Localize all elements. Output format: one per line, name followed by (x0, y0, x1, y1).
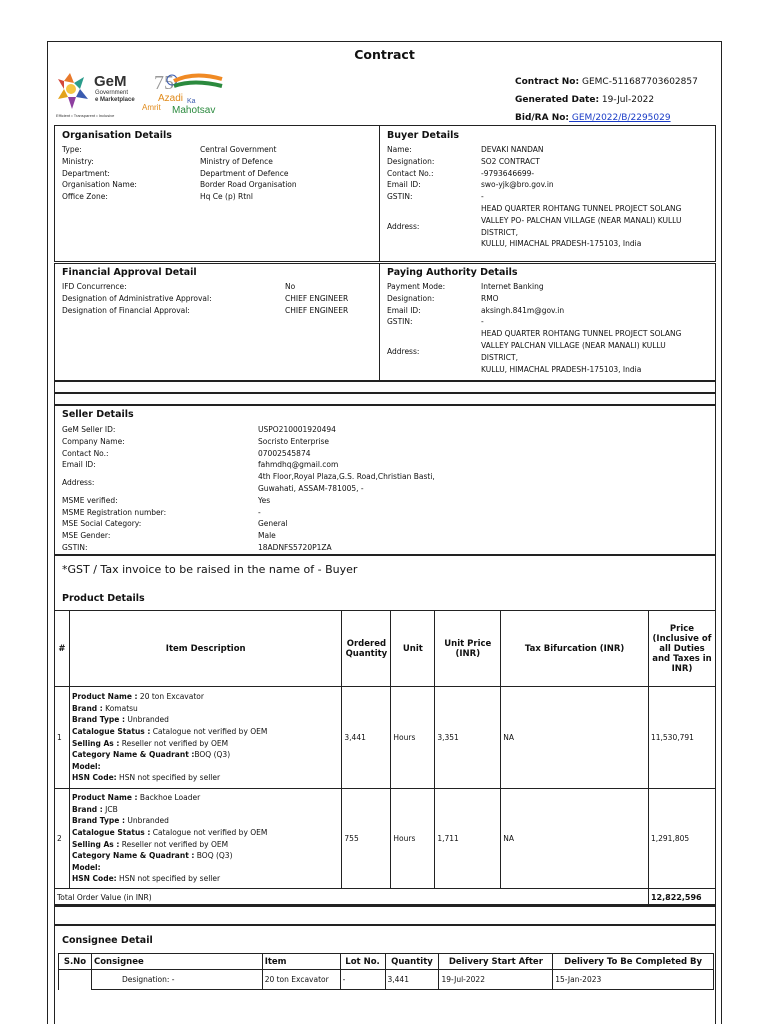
organisation-title: Organisation Details (62, 130, 172, 141)
svg-text:GeM: GeM (94, 73, 127, 90)
organisation-details: Type: Central Government Ministry: Ministry of Defence Department: Department of Defence Organisation Name: Border Road Organisation Office Zone: Hq Ce (p) Rtnl (62, 145, 297, 202)
seller-title: Seller Details (62, 409, 134, 420)
contract-no-value: GEMC-511687703602857 (581, 77, 698, 87)
total-label: Total Order Value (in INR) (55, 889, 649, 907)
consignee-table: S.No Consignee Item Lot No. Quantity Delivery Start After Delivery To Be Completed By Designation: - 20 ton Excavator - 3,441 19-Jul-2022 15-Jan-2023 (58, 953, 714, 990)
item-description: Product Name : Backhoe Loader Brand : JCB Brand Type : Unbranded Catalogue Status : Catalogue not verified by OEM Selling As : Reseller not verified by OEM Category Name & Quadrant : BOQ (Q3) Model: HSN Code: HSN not specified by seller (69, 789, 341, 889)
bid-no-link[interactable]: GEM/2022/B/2295029 (569, 113, 671, 123)
gst-note: *GST / Tax invoice to be raised in the name of - Buyer (62, 563, 358, 576)
item-description: Product Name : 20 ton Excavator Brand : Komatsu Brand Type : Unbranded Catalogue Status : Catalogue not verified by OEM Selling As : Reseller not verified by OEM Category Name & Quadrant :BOQ (Q3) Model: HSN Code: HSN not specified by seller (69, 687, 341, 789)
col-total: Price (Inclusive of all Duties and Taxes in INR) (648, 611, 715, 687)
col-qty: Ordered Quantity (342, 611, 391, 687)
col-desc: Item Description (69, 611, 341, 687)
financial-details: IFD Concurrence: No Designation of Administrative Approval: CHIEF ENGINEER Designation of Financial Approval: CHIEF ENGINEER (62, 282, 349, 315)
total-value: 12,822,596 (648, 889, 715, 907)
svg-text:Amrit: Amrit (142, 103, 161, 112)
buyer-title: Buyer Details (387, 130, 460, 141)
product-details-title: Product Details (62, 593, 145, 604)
contract-meta (515, 73, 698, 127)
contract-no-label: Contract No: (515, 77, 580, 87)
consignee-title: Consignee Detail (62, 935, 153, 946)
seller-details: GeM Seller ID: USPO210001920494 Company Name: Socristo Enterprise Contact No.: 07002545874 Email ID: fahmdhq@gmail.com Address: 4th Floor,Royal Plaza,G.S. Road,Christian Basti, Guwahati, ASSAM-781005, - MSME verified: Yes MSME Registration number: - MSE Social Category: General MSE Gender: Male GSTIN: 18ADNFS5720P1ZA (62, 425, 435, 552)
paying-details: Payment Mode: Internet Banking Designation: RMO Email ID: aksingh.841m@gov.in GSTIN: - Address: HEAD QUARTER ROHTANG TUNNEL PROJECT SOLANG VALLEY PALCHAN VILLAGE (NEAR MANALI) KULLU DISTRICT, KULLU, HIMACHAL PRADESH-175103, India (387, 282, 682, 374)
svg-text:75: 75 (154, 72, 174, 94)
financial-title: Financial Approval Detail (62, 267, 197, 278)
svg-text:Ka: Ka (187, 98, 196, 105)
empty-row (54, 905, 716, 925)
product-table (54, 610, 716, 907)
contract-page (47, 41, 722, 1024)
generated-date-label: Generated Date: (515, 95, 600, 105)
svg-text:Mahotsav: Mahotsav (172, 105, 216, 116)
total-row (55, 889, 716, 907)
svg-text:e Marketplace: e Marketplace (95, 97, 135, 103)
col-unit: Unit (391, 611, 435, 687)
empty-row (54, 393, 716, 405)
page-title: Contract (354, 47, 415, 62)
generated-date-value: 19-Jul-2022 (601, 95, 655, 105)
svg-text:Government: Government (95, 90, 129, 96)
col-tax: Tax Bifurcation (INR) (501, 611, 649, 687)
table-row: 1 Product Name : 20 ton Excavator Brand : Komatsu Brand Type : Unbranded Catalogue Status : Catalogue not verified by OEM Selling As : Reseller not verified by OEM Category Name & Quadrant :BOQ (Q3) Model: HSN Code: HSN not specified by seller 3,441 Hours 3,351 NA 11,530,791 (55, 687, 716, 789)
col-num: # (55, 611, 70, 687)
table-row: 2 Product Name : Backhoe Loader Brand : JCB Brand Type : Unbranded Catalogue Status : Catalogue not verified by OEM Selling As : Reseller not verified by OEM Category Name & Quadrant : BOQ (Q3) Model: HSN Code: HSN not specified by seller 755 Hours 1,711 NA 1,291,805 (55, 789, 716, 889)
table-row: Designation: - 20 ton Excavator - 3,441 19-Jul-2022 15-Jan-2023 (59, 970, 714, 990)
buyer-details: Name: DEVAKI NANDAN Designation: SO2 CONTRACT Contact No.: -9793646699- Email ID: swo-yjk@bro.gov.in GSTIN: - Address: HEAD QUARTER ROHTANG TUNNEL PROJECT SOLANG VALLEY PO- PALCHAN VILLAGE (NEAR MANALI) KULLU DISTRICT, KULLU, HIMACHAL PRADESH-175103, India (387, 145, 682, 249)
gem-star-icon (58, 73, 88, 109)
paying-title: Paying Authority Details (387, 267, 518, 278)
bid-no-label: Bid/RA No: (515, 113, 570, 123)
svg-text:Azadi: Azadi (158, 93, 184, 104)
empty-row (54, 381, 716, 393)
gem-azadi-logo (54, 69, 232, 121)
svg-text:Efficient • Transparent • Incl: Efficient • Transparent • Inclusive (56, 113, 115, 118)
col-price: Unit Price (INR) (435, 611, 501, 687)
